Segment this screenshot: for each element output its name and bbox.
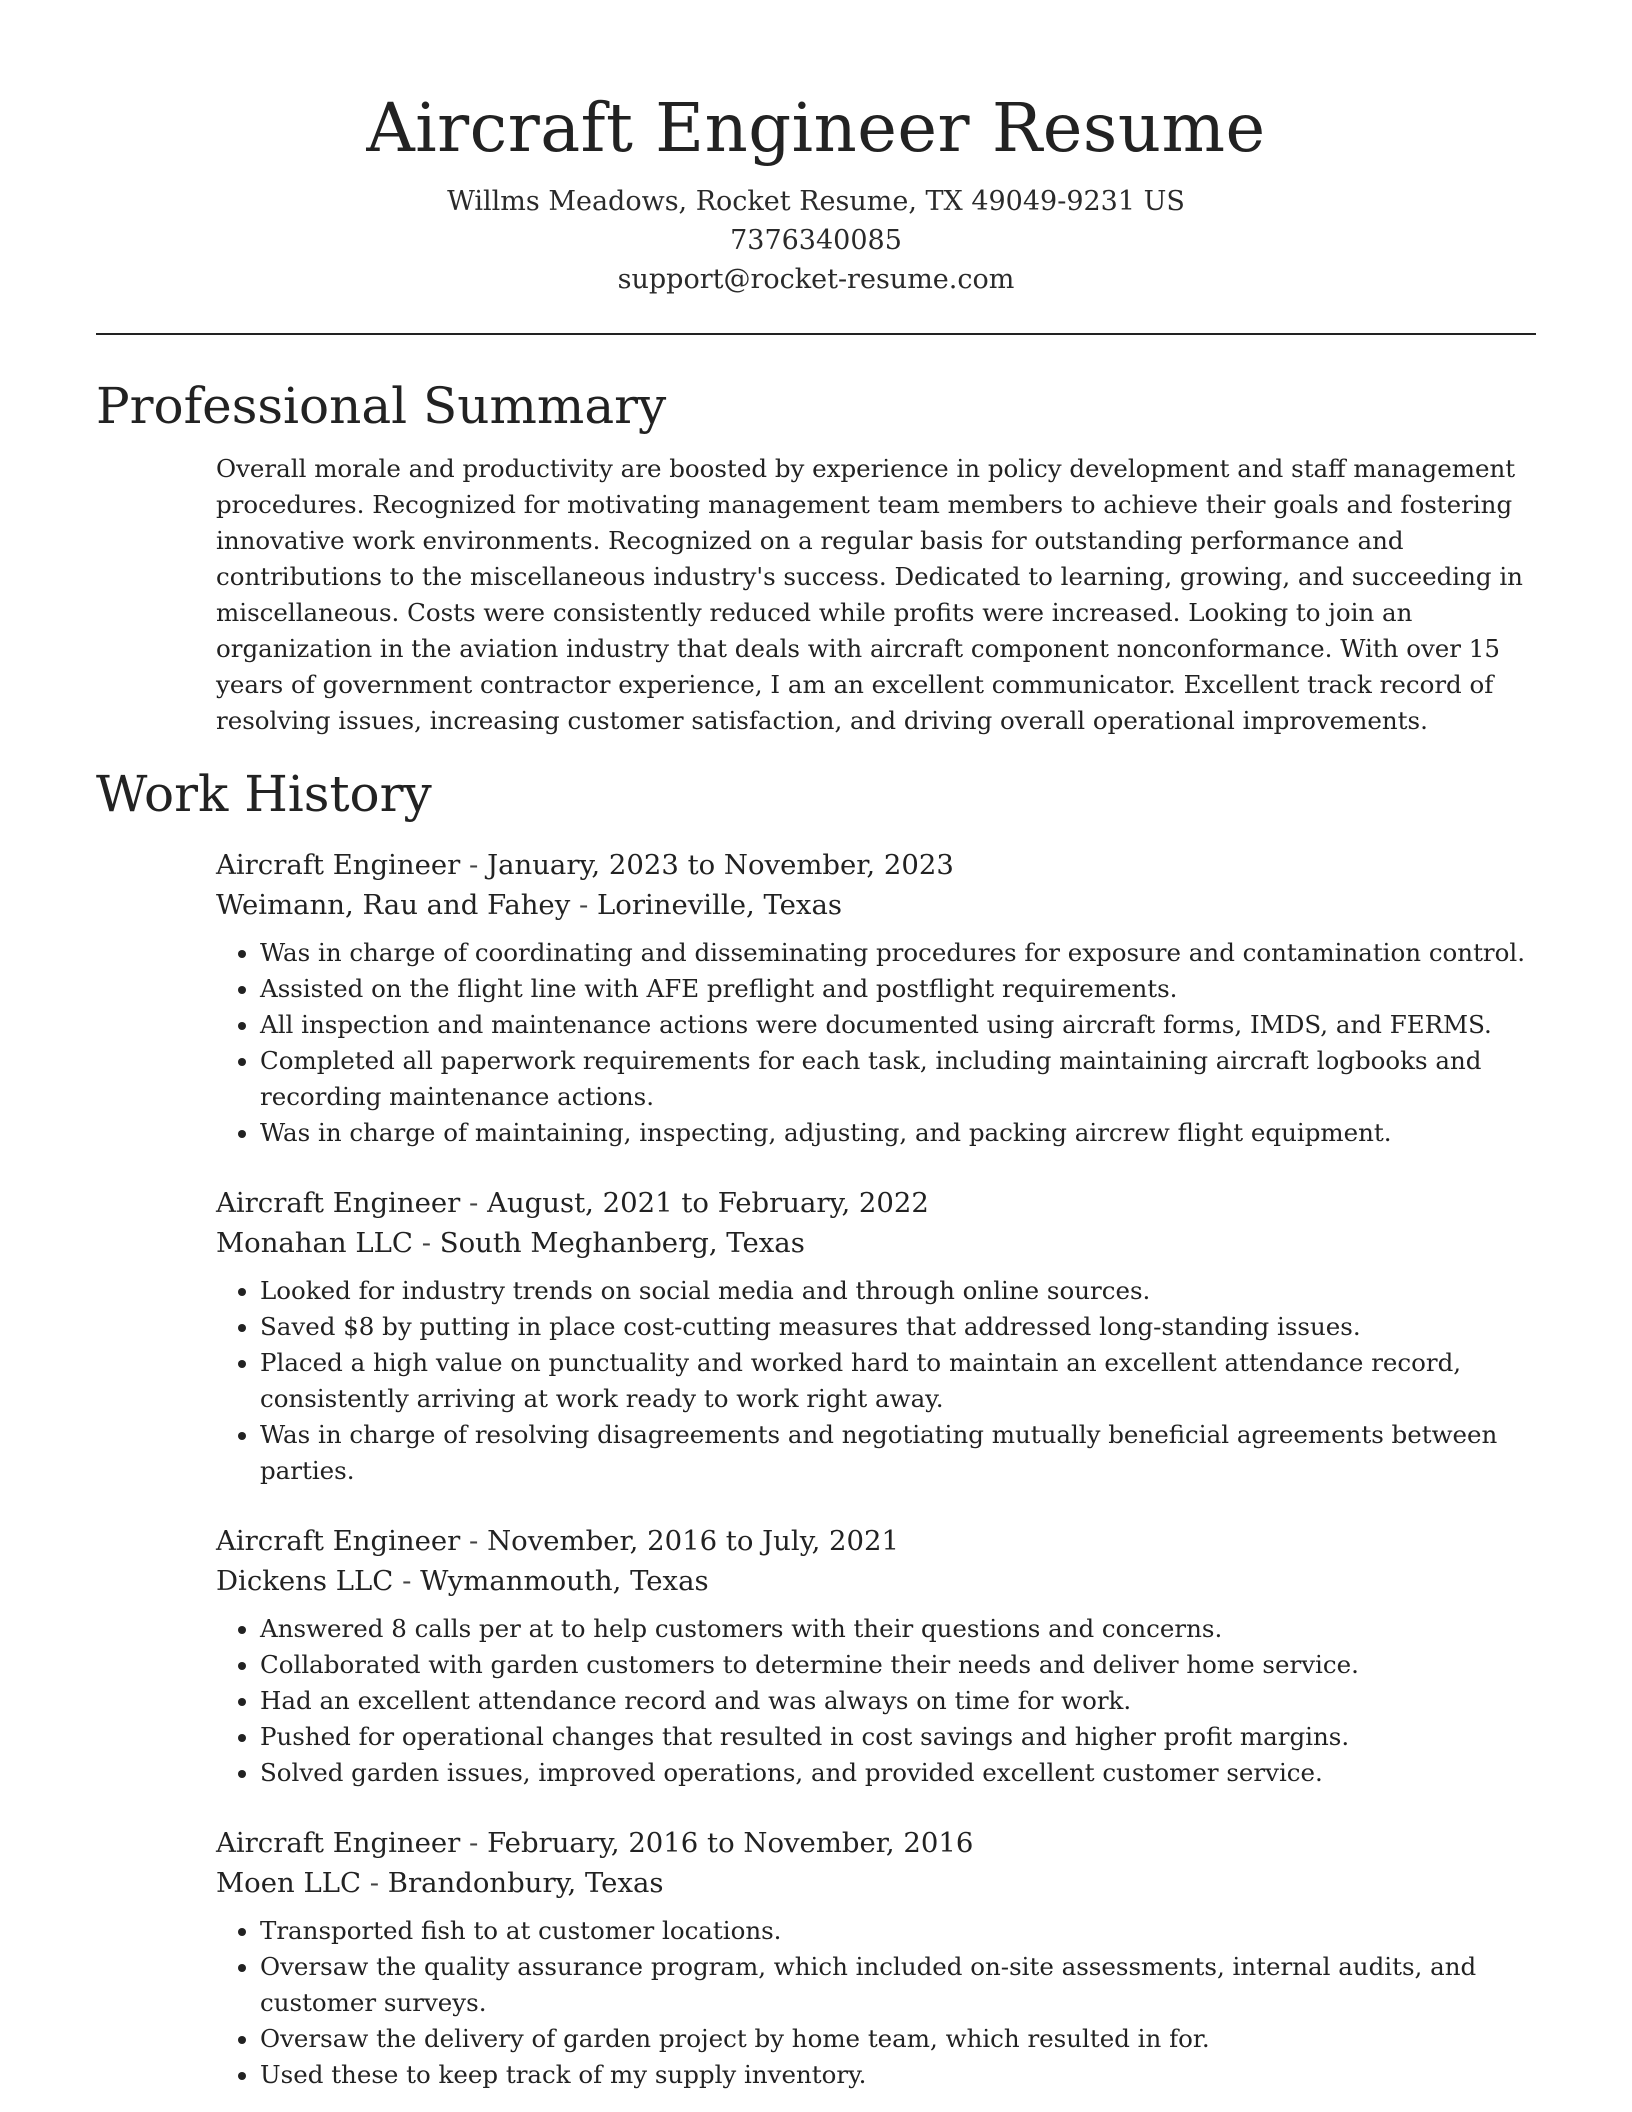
job-bullets: [216, 1611, 1536, 1791]
job-entry: [216, 1183, 1536, 1489]
bullet-item: • Was in charge of resolving disagreements and negotiating mutually beneficial agreements between parties.: [260, 1417, 1536, 1489]
bullet-item: • Used these to keep track of my supply inventory.: [260, 2057, 1536, 2093]
job-entry: [216, 1823, 1536, 2093]
bullet-item: • Answered 8 calls per at to help customers with their questions and concerns.: [260, 1611, 1536, 1647]
work-history-heading: Work History: [96, 765, 432, 823]
job-company-line: Monahan LLC - South Meghanberg, Texas: [216, 1227, 805, 1259]
company-name: Moen LLC: [216, 1867, 362, 1899]
job-title: Aircraft Engineer: [216, 1187, 461, 1219]
header-divider: [96, 333, 1536, 335]
job-title-line: Aircraft Engineer - February, 2016 to November, 2016: [216, 1827, 974, 1859]
job-company-line: Weimann, Rau and Fahey - Lorineville, Texas: [216, 889, 842, 921]
email-address: support@rocket-resume.com: [617, 264, 1015, 295]
bullet-item: • Oversaw the delivery of garden project by home team, which resulted in for.: [260, 2021, 1536, 2057]
phone-number: 7376340085: [730, 225, 902, 256]
bullet-item: • Collaborated with garden customers to determine their needs and deliver home service.: [260, 1647, 1536, 1683]
company-location: South Meghanberg, Texas: [439, 1227, 805, 1259]
job-entry: [216, 1521, 1536, 1791]
company-name: Monahan LLC: [216, 1227, 413, 1259]
job-dates: August, 2021 to February, 2022: [487, 1187, 929, 1219]
company-location: Lorineville, Texas: [597, 889, 842, 921]
bullet-item: • Assisted on the flight line with AFE preflight and postflight requirements.: [260, 971, 1536, 1007]
company-location: Brandonbury, Texas: [387, 1867, 664, 1899]
summary-text: Overall morale and productivity are boosted by experience in policy development and staff management procedures. Recognized for motivating management team members to achieve their goals and fostering innovative work environments. Recognized on a regular basis for outstanding performance and contributions to the miscellaneous industry's success. Dedicated to learning, growing, and succeeding in miscellaneous. Costs were consistently reduced while profits were increased. Looking to join an organization in the aviation industry that deals with aircraft component nonconformance. With over 15 years of government contractor experience, I am an excellent communicator. Excellent track record of resolving issues, increasing customer satisfaction, and driving overall operational improvements.: [216, 454, 1523, 735]
job-title: Aircraft Engineer: [216, 849, 461, 881]
job-bullets: [216, 1273, 1536, 1489]
bullet-item: • Was in charge of maintaining, inspecting, adjusting, and packing aircrew flight equipment.: [260, 1115, 1536, 1151]
job-entry: [216, 845, 1536, 1151]
job-title-line: Aircraft Engineer - January, 2023 to November, 2023: [216, 849, 954, 881]
job-bullets: [216, 1913, 1536, 2093]
job-title-line: Aircraft Engineer - August, 2021 to February, 2022: [216, 1187, 929, 1219]
job-title: Aircraft Engineer: [216, 1827, 461, 1859]
bullet-item: • All inspection and maintenance actions were documented using aircraft forms, IMDS, and FERMS.: [260, 1007, 1536, 1043]
address: Willms Meadows, Rocket Resume, TX 49049-9231 US: [447, 186, 1185, 217]
job-dates: January, 2023 to November, 2023: [487, 849, 954, 881]
job-title-line: Aircraft Engineer - November, 2016 to July, 2021: [216, 1525, 900, 1557]
company-name: Dickens LLC: [216, 1565, 394, 1597]
job-company-line: Moen LLC - Brandonbury, Texas: [216, 1867, 664, 1899]
bullet-item: • Pushed for operational changes that resulted in cost savings and higher profit margins.: [260, 1719, 1536, 1755]
company-name: Weimann, Rau and Fahey: [216, 889, 571, 921]
bullet-item: • Placed a high value on punctuality and worked hard to maintain an excellent attendance record, consistently arriving at work ready to work right away.: [260, 1345, 1536, 1417]
bullet-item: • Looked for industry trends on social media and through online sources.: [260, 1273, 1536, 1309]
bullet-item: • Saved $8 by putting in place cost-cutting measures that addressed long-standing issues.: [260, 1309, 1536, 1345]
bullet-item: • Oversaw the quality assurance program, which included on-site assessments, internal audits, and customer surveys.: [260, 1949, 1536, 2021]
job-dates: November, 2016 to July, 2021: [487, 1525, 900, 1557]
bullet-item: • Solved garden issues, improved operations, and provided excellent customer service.: [260, 1755, 1536, 1791]
resume-title: Aircraft Engineer Resume: [366, 89, 1266, 167]
company-location: Wymanmouth, Texas: [420, 1565, 709, 1597]
bullet-item: • Completed all paperwork requirements for each task, including maintaining aircraft logbooks and recording maintenance actions.: [260, 1043, 1536, 1115]
summary-heading: Professional Summary: [96, 377, 667, 435]
job-title: Aircraft Engineer: [216, 1525, 461, 1557]
job-bullets: [216, 935, 1536, 1151]
job-company-line: Dickens LLC - Wymanmouth, Texas: [216, 1565, 709, 1597]
bullet-item: • Was in charge of coordinating and disseminating procedures for exposure and contamination control.: [260, 935, 1536, 971]
contact-info: [96, 182, 1536, 299]
job-dates: February, 2016 to November, 2016: [487, 1827, 974, 1859]
bullet-item: • Transported fish to at customer locations.: [260, 1913, 1536, 1949]
bullet-item: • Had an excellent attendance record and was always on time for work.: [260, 1683, 1536, 1719]
